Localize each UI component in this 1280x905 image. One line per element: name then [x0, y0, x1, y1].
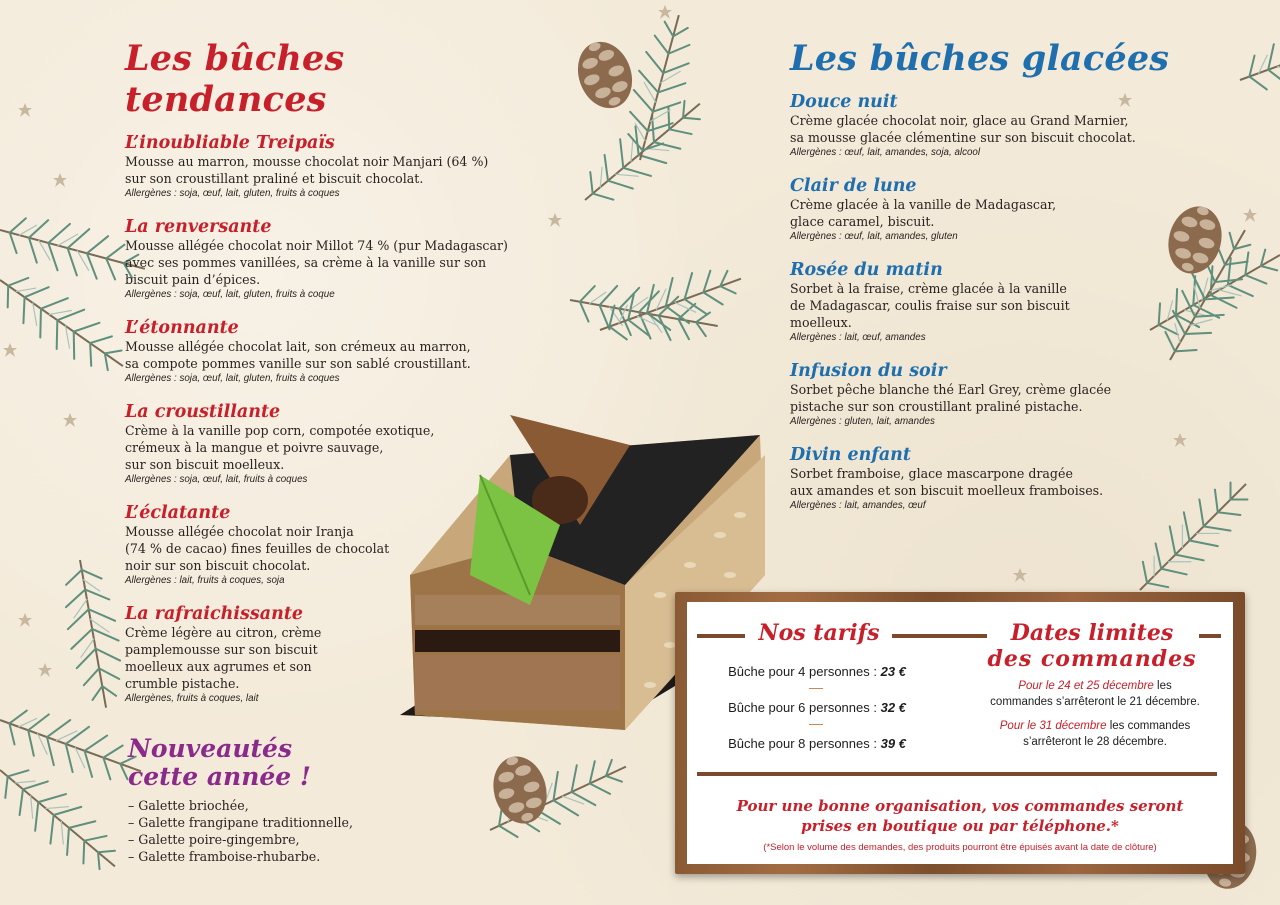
tarif-separator: [809, 688, 823, 689]
tarif-row-8: [687, 736, 947, 751]
menu-item-description: Mousse allégée chocolat noir Iranja (74 % de cacao) fines feuilles de chocolat noir sur son biscuit chocolat.: [125, 524, 390, 573]
menu-item: [790, 261, 1170, 345]
menu-item: [790, 362, 1170, 429]
left-title: Les bûches tendances: [125, 38, 345, 120]
menu-item-description: Sorbet framboise, glace mascarpone dragée aux amandes et son biscuit moelleux framboises.: [790, 466, 1104, 498]
right-title: Les bûches glacées: [790, 38, 1170, 79]
menu-item-allergens: Allergènes : gluten, lait, amandes: [790, 416, 935, 427]
tarif-row-4: [687, 664, 947, 679]
nouveaute-item: – Galette poire-gingembre,: [128, 832, 300, 847]
tarifs-title: Nos tarifs: [758, 620, 880, 646]
menu-item-description: Sorbet pêche blanche thé Earl Grey, crème glacée pistache sur son croustillant praliné pistache.: [790, 382, 1112, 414]
date-line-1-text2: commandes s’arrêteront le 21 décembre.: [990, 696, 1200, 708]
menu-item: [125, 218, 545, 302]
tarif-label: Bûche pour 4 personnes :: [728, 664, 877, 679]
tarif-price: 39 €: [880, 736, 906, 751]
date-line-2-text2: s’arrêteront le 28 décembre.: [1023, 736, 1167, 748]
menu-item-name: L’inoubliable Treipaïs: [125, 133, 335, 153]
dates-title-line1: Dates limites: [1010, 620, 1174, 646]
menu-item-description: Crème légère au citron, crème pamplemousse sur son biscuit moelleux aux agrumes et son crumble pistache.: [125, 625, 322, 691]
menu-item-description: Mousse au marron, mousse chocolat noir Manjari (64 %) sur son croustillant praliné et biscuit chocolat.: [125, 154, 489, 186]
tarif-price: 23 €: [880, 664, 906, 679]
menu-item-allergens: Allergènes : soja, œuf, lait, gluten, fruits à coques: [125, 188, 340, 199]
nouveautes-section: [128, 735, 428, 865]
menu-item-name: Clair de lune: [790, 176, 917, 196]
tarif-label: Bûche pour 8 personnes :: [728, 736, 877, 751]
footnote: (*Selon le volume des demandes, des produits pourront être épuisés avant la date de clôture): [763, 842, 1157, 853]
price-board-panel: [687, 602, 1233, 864]
date-line-1-text: les: [1153, 680, 1172, 692]
menu-item-allergens: Allergènes : soja, œuf, lait, fruits à coques: [125, 474, 308, 485]
menu-item-name: La rafraichissante: [125, 604, 304, 624]
menu-item-description: Crème à la vanille pop corn, compotée exotique, crémeux à la mangue et poivre sauvage, sur son biscuit moelleux.: [125, 423, 435, 472]
tarif-separator: [809, 724, 823, 725]
menu-item: [125, 319, 545, 386]
tarif-row-6: [687, 700, 947, 715]
left-column: [125, 38, 545, 723]
menu-item-name: L’éclatante: [125, 503, 231, 523]
tarif-price: 32 €: [880, 700, 906, 715]
menu-item-allergens: Allergènes : soja, œuf, lait, gluten, fruits à coque: [125, 289, 335, 300]
date-line-2-text: les commandes: [1106, 720, 1191, 732]
menu-item: [125, 504, 545, 588]
menu-item-allergens: Allergènes, fruits à coques, lait: [125, 693, 259, 704]
divider-bar: [1199, 634, 1221, 638]
menu-item-allergens: Allergènes : lait, amandes, œuf: [790, 500, 926, 511]
menu-item-description: Crème glacée chocolat noir, glace au Grand Marnier, sa mousse glacée clémentine sur son biscuit chocolat.: [790, 113, 1136, 145]
dates-title-line2: des commandes: [987, 646, 1197, 672]
menu-item-allergens: Allergènes : œuf, lait, amandes, gluten: [790, 231, 958, 242]
menu-item-allergens: Allergènes : œuf, lait, amandes, soja, alcool: [790, 147, 981, 158]
menu-item-description: Sorbet à la fraise, crème glacée à la vanille de Madagascar, coulis fraise sur son biscuit moelleux.: [790, 281, 1070, 330]
nouveaute-item: – Galette frangipane traditionnelle,: [128, 815, 353, 830]
menu-item: [790, 446, 1170, 513]
menu-item-name: Rosée du matin: [790, 260, 943, 280]
divider-bar: [697, 772, 1217, 776]
menu-item-allergens: Allergènes : lait, œuf, amandes: [790, 332, 926, 343]
menu-item-name: La croustillante: [125, 402, 281, 422]
divider-bar: [892, 634, 987, 638]
nouveautes-list: [128, 797, 428, 865]
menu-item-name: L’étonnante: [125, 318, 239, 338]
price-board: [675, 592, 1245, 874]
menu-item: [125, 605, 545, 706]
date-line-1-highlight: Pour le 24 et 25 décembre: [1018, 680, 1154, 692]
menu-item-name: Douce nuit: [790, 92, 898, 112]
nouveaute-item: – Galette briochée,: [128, 798, 249, 813]
tarif-label: Bûche pour 6 personnes :: [728, 700, 877, 715]
menu-item-name: Infusion du soir: [790, 361, 947, 381]
date-line-2-highlight: Pour le 31 décembre: [999, 720, 1107, 732]
menu-item: [790, 93, 1170, 160]
menu-item-description: Mousse allégée chocolat noir Millot 74 % (pur Madagascar) avec ses pommes vanillées, sa crème à la vanille sur son biscuit pain d’épices.: [125, 238, 508, 287]
menu-item-allergens: Allergènes : soja, œuf, lait, gluten, fruits à coques: [125, 373, 340, 384]
date-line-2: [955, 718, 1235, 750]
menu-item-name: La renversante: [125, 217, 272, 237]
menu-item: [790, 177, 1170, 244]
order-note: Pour une bonne organisation, vos commandes seront prises en boutique ou par téléphone.*: [736, 797, 1184, 835]
menu-item-description: Mousse allégée chocolat lait, son crémeux au marron, sa compote pommes vanille sur son sablé croustillant.: [125, 339, 471, 371]
nouveautes-title: Nouveautés cette année !: [128, 734, 311, 791]
menu-item: [125, 403, 545, 487]
right-column: [790, 38, 1170, 530]
menu-item-description: Crème glacée à la vanille de Madagascar, glace caramel, biscuit.: [790, 197, 1057, 229]
menu-item: [125, 134, 545, 201]
date-line-1: [955, 678, 1235, 710]
menu-item-allergens: Allergènes : lait, fruits à coques, soja: [125, 575, 285, 586]
nouveaute-item: – Galette framboise-rhubarbe.: [128, 849, 321, 864]
menu-item-name: Divin enfant: [790, 445, 911, 465]
divider-bar: [697, 634, 745, 638]
